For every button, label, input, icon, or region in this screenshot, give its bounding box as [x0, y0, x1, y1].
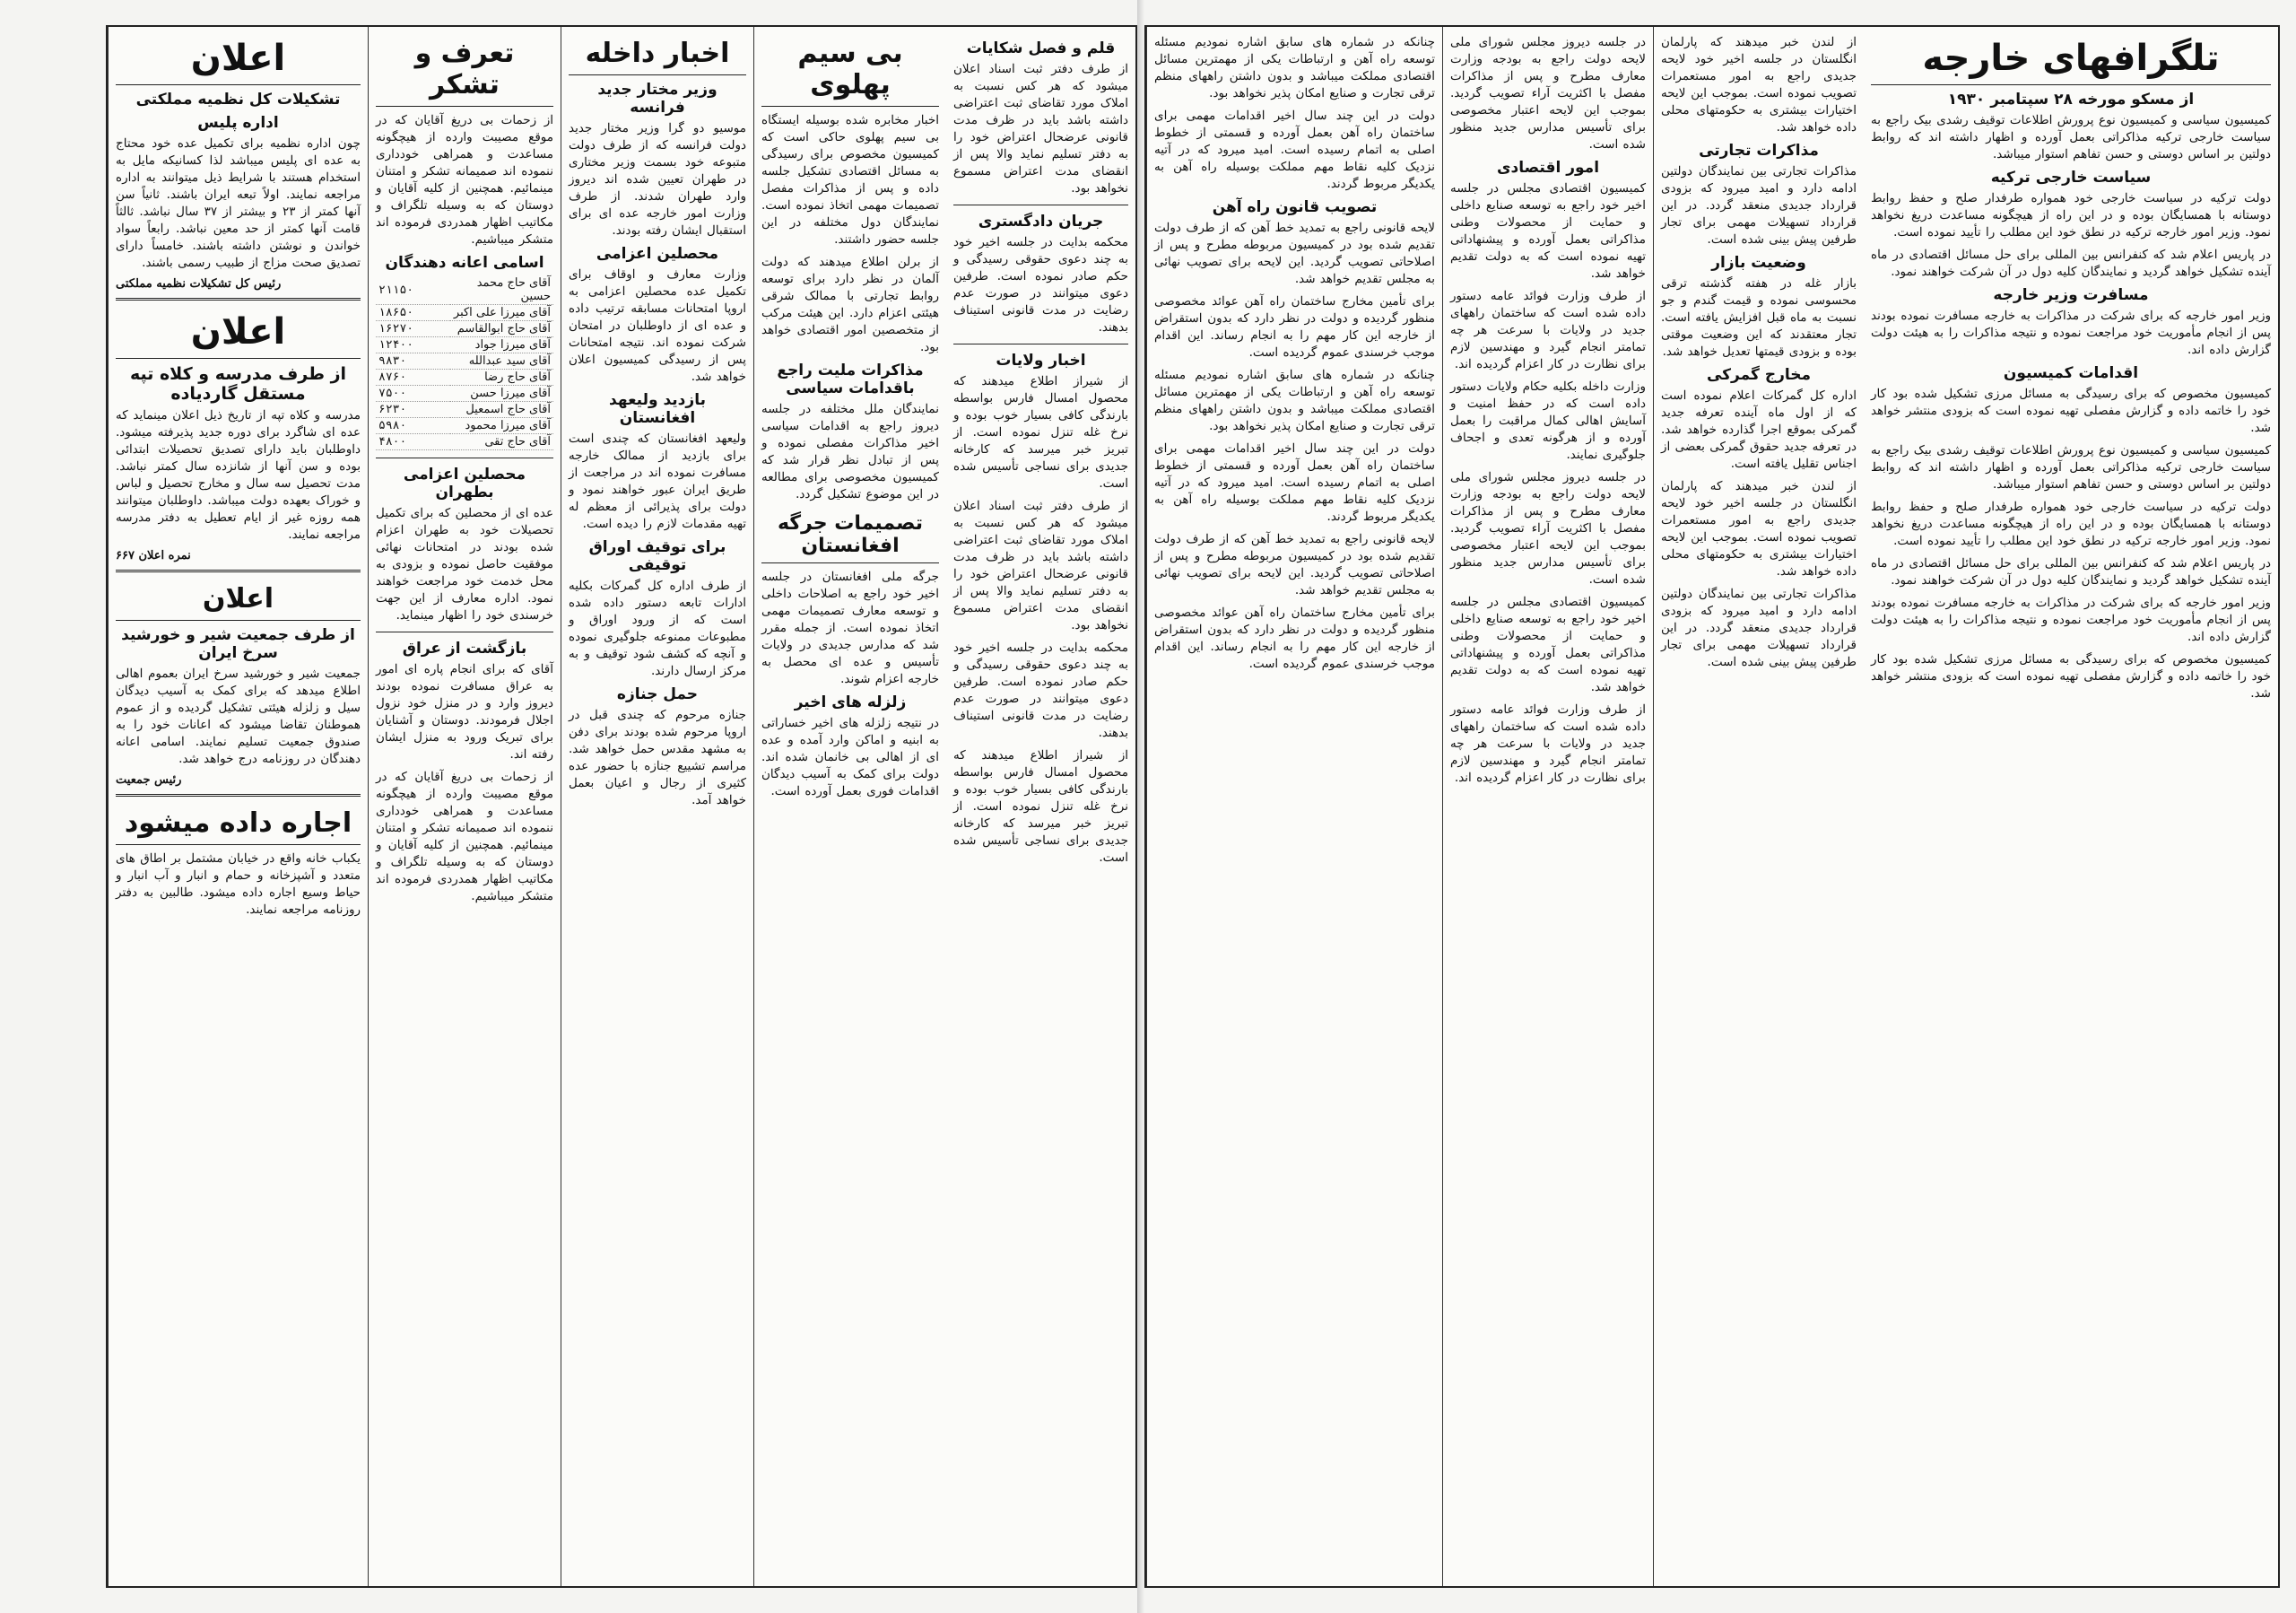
domestic-title: اخبار داخله [569, 34, 746, 75]
news3-body4: وزارت داخله بکلیه حکام ولایات دستور داده است که در حفظ امنیت و آسایش اهالی کمال مراقبت را بعمل آورده و از هرگونه تعدی و اجحاف جلوگیری نمایند. [1450, 379, 1646, 462]
news-column-2 [1653, 27, 1864, 1586]
ad1-subtitle2: اداره پلیس [197, 114, 279, 132]
left-page [106, 25, 1137, 1588]
ad3-title: اعلان [116, 580, 361, 621]
divider [116, 570, 361, 572]
telegrams-body2: دولت ترکیه در سیاست خارجی خود همواره طرفدار صلح و حفظ روابط دوستانه با همسایگان بوده و در این راه از هیچگونه مساعدت دریغ نخواهد نمود. وزیر امور خارجه ترکیه در نطق خود این مطلب را تأیید نموده است. [1871, 191, 2271, 240]
classified-body3-repeat: از شیراز اطلاع میدهند که محصول امسال فارس بواسطه بارندگی کافی بسیار خوب بوده و نرخ غله تنزل نموده است. از تبریز خبر میرسد که کارخانه جدیدی برای نساجی تأسیس شده است. [953, 748, 1128, 865]
news3-body2: کمیسیون اقتصادی مجلس در جلسه اخیر خود راجع به توسعه صنایع داخلی و حمایت از محصولات وطنی مذاکراتی بعمل آورده و پیشنهاداتی تهیه نموده است که به دولت تقدیم خواهد شد. [1450, 181, 1646, 281]
news2-sub1: مذاکرات تجارتی [1699, 142, 1819, 160]
news2-body2-repeat: مذاکرات تجارتی بین نمایندگان دولتین ادامه دارد و امید میرود که بزودی قرارداد جدیدی منعقد گردد. در این قرارداد تسهیلات مهمی برای تجار طرفین پیش بینی شده است. [1661, 587, 1857, 669]
classified-body3: از شیراز اطلاع میدهند که محصول امسال فارس بواسطه بارندگی کافی بسیار خوب بوده و نرخ غله تنزل نموده است. از تبریز خبر میرسد که کارخانه جدیدی برای نساجی تأسیس شده است. [953, 374, 1128, 491]
telegrams-sub4: اقدامات کمیسیون [2003, 364, 2139, 382]
wireless-sub2: تصمیمات جرگه افغانستان [761, 509, 939, 563]
news3-body3: از طرف وزارت فوائد عامه دستور داده شده است که ساختمان راههای جدید در ولایات با سرعت هر چه تمامتر انجام گیرد و مهندسین لازم برای نظارت در کار اعزام گردیده اند. [1450, 289, 1646, 371]
classified-sub2: جریان دادگستری [978, 213, 1104, 231]
domestic-body5: جنازه مرحوم که چندی قبل در اروپا مرحوم شده بودند برای دفن به مشهد مقدس حمل خواهد شد. مراسم تشییع جنازه با حضور عده کثیری از رجال و اعیان بعمل خواهد آمد. [569, 708, 746, 807]
news2-sub2: وضعیت بازار [1711, 254, 1806, 272]
classified-sub3: اخبار ولایات [996, 352, 1086, 370]
editorial-body1: چنانکه در شماره های سابق اشاره نمودیم مسئله توسعه راه آهن و ارتباطات یکی از مهمترین مسائل اقتصادی مملکت میباشد و بدون داشتن راههای منظم ترقی تجارت و صنایع امکان پذیر نخواهد بود. [1154, 35, 1435, 100]
news3-body1: در جلسه دیروز مجلس شورای ملی لایحه دولت راجع به بودجه وزارت معارف مطرح و پس از مذاکرات مفصل با اکثریت آراء تصویب گردید. بموجب این لایحه اعتبار مخصوصی برای تأسیس مدارس جدید منظور شده است. [1450, 35, 1646, 152]
wireless-body3: نمایندگان ملل مختلفه در جلسه دیروز راجع به اقدامات سیاسی اخیر مذاکرات مفصلی نموده و پس از تبادل نظر قرار شد که کمیسیون مخصوصی برای مطالعه در این موضوع تشکیل گردد. [761, 402, 939, 501]
domestic-sub5: حمل جنازه [616, 685, 699, 703]
ad2-body: مدرسه و کلاه تپه از تاریخ ذیل اعلان مینماید که عده ای شاگرد برای دوره جدید پذیرفته میشود. داوطلبان باید دارای تصدیق تحصیلات ابتدائی بوده و سن آنها از شانزده سال کمتر نباشد. مدت تحصیل سه سال و مخارج تحصیل و لباس و خوراک بعهده دولت میباشد. داوطلبان میتوانند همه روزه غیر از ایام تعطیل به دفتر مدرسه مراجعه نمایند. [116, 408, 361, 542]
domestic-sub1: وزیر مختار جدید فرانسه [597, 81, 718, 117]
table-row [376, 386, 553, 402]
thanks-sub3: بازگشت از عراق [402, 640, 527, 658]
thanks-body: از زحمات بی دریغ آقایان که در موقع مصیبت وارده از هیچگونه مساعدت و همراهی خودداری ننموده اند صمیمانه تشکر و امتنان مینمائیم. همچنین از کلیه آقایان و دوستان که به وسیله تلگراف و مکاتیب اظهار همدردی فرموده اند متشکر میباشیم. [376, 113, 553, 247]
domestic-body3: ولیعهد افغانستان که چندی است برای بازدید از ممالک خارجه مسافرت نموده اند در مراجعت از طریق ایران عبور خواهند نمود و دولت برای پذیرائی از معظم له تهیه مقدمات لازم را دیده است. [569, 432, 746, 531]
donors-table [376, 275, 553, 450]
divider [116, 794, 361, 797]
wireless-sub1: مذاکرات ملیت راجع باقدامات سیاسی [777, 362, 924, 397]
editorial-body4: برای تأمین مخارج ساختمان راه آهن عوائد مخصوصی منظور گردیده و دولت در نظر دارد که بدون استقراض از خارجه این کار مهم را به انجام رساند. این اقدام موجب خرسندی عموم گردیده است. [1154, 294, 1435, 360]
classified-body1: از طرف دفتر ثبت اسناد اعلان میشود که هر کس نسبت به املاک مورد تقاضای ثبت اعتراضی داشته باشد باید در ظرف مدت قانونی عرضحال اعتراض خود را به دفتر تسلیم نماید والا پس از انقضای مدت اعتراض مسموع نخواهد بود. [953, 62, 1128, 196]
ad3-body: جمعیت شیر و خورشید سرخ ایران بعموم اهالی اطلاع میدهد که برای کمک به آسیب دیدگان سیل و زلزله هیئتی تشکیل گردیده و از عموم هموطنان تقاضا میشود که اعانات خود را به صندوق جمعیت تسلیم نمایند. اسامی اعانه دهندگان در روزنامه درج خواهد شد. [116, 667, 361, 766]
telegrams-body1-repeat: کمیسیون سیاسی و کمیسیون نوع پرورش اطلاعات توقیف رشدی بیک راجع به سیاست خارجی ترکیه مذاکراتی بعمل آورده و اظهار داشته اند که روابط دولتین بر اساس دوستی و حسن تفاهم استوار میباشد. [1871, 443, 2271, 492]
page-fold [1137, 0, 1144, 1613]
ad3-subtitle: از طرف جمعیت شیر و خورشید سرخ ایران [121, 626, 355, 662]
table-row [376, 418, 553, 434]
news3-body1-repeat: در جلسه دیروز مجلس شورای ملی لایحه دولت راجع به بودجه وزارت معارف مطرح و پس از مذاکرات مفصل با اکثریت آراء تصویب گردید. بموجب این لایحه اعتبار مخصوصی برای تأسیس مدارس جدید منظور شده است. [1450, 470, 1646, 587]
donor-name: آقای میرزا محمود [450, 418, 553, 434]
telegrams-body5: کمیسیون مخصوص که برای رسیدگی به مسائل مرزی تشکیل شده بود کار خود را خاتمه داده و گزارش مفصلی تهیه نموده است که بزودی منتشر خواهد شد. [1871, 387, 2271, 435]
donor-amount: ۵۹۸۰ [376, 418, 450, 434]
table-row [376, 275, 553, 305]
domestic-sub2: محصلین اعزامی [596, 245, 719, 263]
donor-name: آقای میرزا حسن [450, 386, 553, 402]
news2-sub3: مخارج گمرکی [1706, 366, 1812, 384]
news3-sub1: امور اقتصادی [1496, 159, 1600, 177]
thanks-title: تعرف و تشکر [376, 34, 553, 107]
donor-name: آقای حاج رضا [450, 370, 553, 386]
donor-amount: ۲۱۱۵۰ [376, 275, 450, 305]
domestic-body4: از طرف اداره کل گمرکات بکلیه ادارات تابعه دستور داده شده است که از ورود اوراق و مطبوعات ممنوعه جلوگیری نموده و آنچه که کشف شود توقیف و به مرکز ارسال دارند. [569, 579, 746, 678]
table-row [376, 337, 553, 353]
donor-name: آقای حاج تقی [450, 434, 553, 450]
news2-body2: مذاکرات تجارتی بین نمایندگان دولتین ادامه دارد و امید میرود که بزودی قرارداد جدیدی منعقد گردد. در این قرارداد تسهیلات مهمی برای تجار طرفین پیش بینی شده است. [1661, 164, 1857, 247]
telegrams-sub1: از مسکو مورخه ۲۸ سپتامبر ۱۹۳۰ [1947, 91, 2195, 109]
donor-amount: ۱۶۲۷۰ [376, 321, 450, 337]
ad1-title: اعلان [116, 34, 361, 85]
table-row [376, 305, 553, 321]
ad4-title: اجاره داده میشود [116, 804, 361, 845]
donor-amount: ۱۸۶۵۰ [376, 305, 450, 321]
telegrams-body3-repeat: در پاریس اعلام شد که کنفرانس بین المللی برای حل مسائل اقتصادی در ماه آینده تشکیل خواهد گردید و نمایندگان کلیه دول در آن شرکت خواهند نمود. [1871, 556, 2271, 588]
ad2-footer: نمره اعلان ۶۶۷ [116, 549, 191, 562]
ad2-subtitle: از طرف مدرسه و کلاه تپه مستقل گاردیاده [129, 364, 347, 404]
donor-name: آقای میرزا جواد [450, 337, 553, 353]
right-page [1144, 25, 2280, 1588]
telegrams-sub2: سیاست خارجی ترکیه [1990, 169, 2152, 187]
table-row [376, 321, 553, 337]
classified-body2: محکمه بدایت در جلسه اخیر خود به چند دعوی حقوقی رسیدگی و حکم صادر نموده است. طرفین دعوی میتوانند در صورت عدم رضایت در مدت قانونی استیناف بدهند. [953, 235, 1128, 335]
divider [116, 298, 361, 301]
wireless-sub3: زلزله های اخیر [794, 693, 907, 711]
telegrams-body1: کمیسیون سیاسی و کمیسیون نوع پرورش اطلاعات توقیف رشدی بیک راجع به سیاست خارجی ترکیه مذاکراتی بعمل آورده و اظهار داشته اند که روابط دولتین بر اساس دوستی و حسن تفاهم استوار میباشد. [1871, 113, 2271, 161]
table-row [376, 370, 553, 386]
news-column-3 [1442, 27, 1653, 1586]
classified-sub1: قلم و فصل شکایات [966, 39, 1116, 57]
telegrams-title: تلگرافهای خارجه [1871, 34, 2271, 85]
thanks-body3: آقای که برای انجام پاره ای امور به عراق مسافرت نموده بودند دیروز وارد و در منزل خود نزول اجلال فرمودند. دوستان و آشنایان برای تبریک ورود به منزل ایشان رفته اند. [376, 662, 553, 762]
news3-body3-repeat: از طرف وزارت فوائد عامه دستور داده شده است که ساختمان راههای جدید در ولایات با سرعت هر چه تمامتر انجام گیرد و مهندسین لازم برای نظارت در کار اعزام گردیده اند. [1450, 702, 1646, 785]
telegrams-body4: وزیر امور خارجه که برای شرکت در مذاکرات به خارجه مسافرت نموده بودند پس از انجام مأموریت خود مراجعت نموده و نتیجه مذاکرات را به هیئت دولت گزارش داده اند. [1871, 309, 2271, 357]
telegrams-body3: در پاریس اعلام شد که کنفرانس بین المللی برای حل مسائل اقتصادی در ماه آینده تشکیل خواهد گردید و نمایندگان کلیه دول در آن شرکت خواهند نمود. [1871, 248, 2271, 279]
telegrams-sub3: مسافرت وزیر خارجه [1993, 286, 2149, 304]
editorial-body2-repeat: دولت در این چند سال اخیر اقدامات مهمی برای ساختمان راه آهن بعمل آورده و قسمتی از خطوط اصلی به اتمام رسیده است. امید میرود که در آتیه نزدیک کلیه نقاط مهم مملکت بوسیله راه آهن به یکدیگر مربوط گردند. [1154, 441, 1435, 524]
ad1-subtitle: تشکیلات کل نظمیه مملکتی [135, 91, 341, 109]
table-row [376, 402, 553, 418]
domestic-body2: وزارت معارف و اوقاف برای تکمیل عده محصلین اعزامی به اروپا امتحانات مسابقه ترتیب داده و عده ای از داوطلبان در امتحان شرکت نموده اند. نتیجه امتحانات پس از رسیدگی کمیسیون اعلان خواهد شد. [569, 267, 746, 384]
donor-name: آقای حاج اسمعیل [450, 402, 553, 418]
ad1-body: چون اداره نظمیه برای تکمیل عده خود محتاج به عده ای پلیس میباشد لذا کسانیکه مایل به استخدام هستند با شرایط ذیل میتوانند به اداره مراجعه نمایند. اولاً تبعه ایران باشند. ثانیاً سن آنها کمتر از ۲۳ و بیشتر از ۳۷ سال نباشد. ثالثاً قامت آنها کمتر از حد معین نباشد. رابعاً سواد خواندن و نوشتن داشته باشند. خامساً دارای تصدیق صحت مزاج از طبیب رسمی باشند. [116, 136, 361, 270]
donor-name: آقای میرزا علی اکبر [450, 305, 553, 321]
donor-amount: ۹۸۳۰ [376, 353, 450, 370]
classified-column [946, 27, 1135, 1586]
wireless-news-column [753, 27, 946, 1586]
ad3-footer: رئیس جمعیت [116, 773, 182, 787]
table-row [376, 434, 553, 450]
domestic-sub3: بازدید ولیعهد افغانستان [609, 391, 706, 427]
editorial-body3-repeat: لایحه قانونی راجع به تمدید خط آهن که از طرف دولت تقدیم شده بود در کمیسیون مربوطه مطرح و پس از اصلاحاتی تصویب گردید. این لایحه برای تصویب نهائی به مجلس تقدیم خواهد شد. [1154, 532, 1435, 597]
thanks-sub2: محصلین اعزامی بطهران [403, 466, 526, 501]
donor-amount: ۸۷۶۰ [376, 370, 450, 386]
classified-body2-repeat: محکمه بدایت در جلسه اخیر خود به چند دعوی حقوقی رسیدگی و حکم صادر نموده است. طرفین دعوی میتوانند در صورت عدم رضایت در مدت قانونی استیناف بدهند. [953, 641, 1128, 740]
telegrams-body5-repeat: کمیسیون مخصوص که برای رسیدگی به مسائل مرزی تشکیل شده بود کار خود را خاتمه داده و گزارش مفصلی تهیه نموده است که بزودی منتشر خواهد شد. [1871, 652, 2271, 701]
wireless-body2: از برلن اطلاع میدهند که دولت آلمان در نظر دارد برای توسعه روابط تجارتی با ممالک شرقی هیئتی اعزام دارد. این هیئت مرکب از متخصصین امور اقتصادی خواهد بود. [761, 255, 939, 354]
donor-amount: ۱۲۴۰۰ [376, 337, 450, 353]
news2-body4: اداره کل گمرکات اعلام نموده است که از اول ماه آینده تعرفه جدید گمرکی بموقع اجرا گذارده خواهد شد. در تعرفه جدید حقوق گمرکی بعضی از اجناس تقلیل یافته است. [1661, 388, 1857, 471]
foreign-telegrams-column [1864, 27, 2278, 1586]
classified-body1-repeat: از طرف دفتر ثبت اسناد اعلان میشود که هر کس نسبت به املاک مورد تقاضای ثبت اعتراضی داشته باشد باید در ظرف مدت قانونی عرضحال اعتراض خود را به دفتر تسلیم نماید والا پس از انقضای مدت اعتراض مسموع نخواهد بود. [953, 499, 1128, 632]
announcements-column [108, 27, 368, 1586]
thanks-body2: عده ای از محصلین که برای تکمیل تحصیلات خود به طهران اعزام شده بودند در امتحانات نهائی موفقیت حاصل نموده و بزودی به محل خدمت خود مراجعت خواهند نمود. اداره معارف از این جهت خرسندی خود را اظهار مینماید. [376, 506, 553, 623]
editorial-body4-repeat: برای تأمین مخارج ساختمان راه آهن عوائد مخصوصی منظور گردیده و دولت در نظر دارد که بدون استقراض از خارجه این کار مهم را به انجام رساند. این اقدام موجب خرسندی عموم گردیده است. [1154, 606, 1435, 671]
donor-amount: ۷۵۰۰ [376, 386, 450, 402]
news2-body3: بازار غله در هفته گذشته ترقی محسوسی نموده و قیمت گندم و جو نسبت به ماه قبل افزایش یافته است. تجار معتقدند که این وضعیت موقتی بوده و بزودی قیمتها تعدیل خواهد شد. [1661, 276, 1857, 359]
editorial-body2: دولت در این چند سال اخیر اقدامات مهمی برای ساختمان راه آهن بعمل آورده و قسمتی از خطوط اصلی به اتمام رسیده است. امید میرود که در آتیه نزدیک کلیه نقاط مهم مملکت بوسیله راه آهن به یکدیگر مربوط گردند. [1154, 109, 1435, 191]
table-row [376, 353, 553, 370]
editorial-body3: لایحه قانونی راجع به تمدید خط آهن که از طرف دولت تقدیم شده بود در کمیسیون مربوطه مطرح و پس از اصلاحاتی تصویب گردید. این لایحه برای تصویب نهائی به مجلس تقدیم خواهد شد. [1154, 221, 1435, 286]
wireless-body1: اخبار مخابره شده بوسیله ایستگاه بی سیم پهلوی حاکی است که کمیسیون مخصوص برای رسیدگی به مسائل اقتصادی تشکیل جلسه داده و پس از مذاکرات مفصل تصمیمات مهمی اتخاذ نموده است. نمایندگان دول مختلفه در این جلسه حضور داشتند. [761, 113, 939, 247]
news2-body1-repeat: از لندن خبر میدهند که پارلمان انگلستان در جلسه اخیر خود لایحه جدیدی راجع به امور مستعمرات تصویب نموده است. بموجب این لایحه اختیارات بیشتری به حکومتهای محلی داده خواهد شد. [1661, 479, 1857, 579]
telegrams-body2-repeat: دولت ترکیه در سیاست خارجی خود همواره طرفدار صلح و حفظ روابط دوستانه با همسایگان بوده و در این راه از هیچگونه مساعدت دریغ نخواهد نمود. وزیر امور خارجه ترکیه در نطق خود این مطلب را تأیید نموده است. [1871, 500, 2271, 548]
donor-name: آقای حاج ابوالقاسم [450, 321, 553, 337]
telegrams-body4-repeat: وزیر امور خارجه که برای شرکت در مذاکرات به خارجه مسافرت نموده بودند پس از انجام مأموریت خود مراجعت نموده و نتیجه مذاکرات را به هیئت دولت گزارش داده اند. [1871, 596, 2271, 644]
donors-table-title: اسامی اعانه دهندگان [385, 254, 544, 272]
domestic-body1: موسیو دو گرا وزیر مختار جدید دولت فرانسه که از طرف دولت متبوعه خود بسمت وزیر مختاری در طهران تعیین شده اند دیروز وارد طهران شدند. از طرف وزارت امور خارجه عده ای برای استقبال ایشان رفته بودند. [569, 121, 746, 238]
wireless-body4: جرگه ملی افغانستان در جلسه اخیر خود راجع به اصلاحات داخلی و توسعه معارف تصمیمات مهمی اتخاذ نموده است. از جمله مقرر شد که مدارس جدیدی در ولایات تأسیس و عده ای محصل به خارجه اعزام شوند. [761, 570, 939, 686]
wireless-body5: در نتیجه زلزله های اخیر خساراتی به ابنیه و اماکن وارد آمده و عده ای از اهالی بی خانمان شده اند. دولت برای کمک به آسیب دیدگان اقدامات فوری بعمل آورده است. [761, 716, 939, 798]
ad2-title: اعلان [116, 308, 361, 359]
thanks-column [368, 27, 561, 1586]
domestic-news-column [561, 27, 753, 1586]
thanks-body-repeat: از زحمات بی دریغ آقایان که در موقع مصیبت وارده از هیچگونه مساعدت و همراهی خودداری ننموده اند صمیمانه تشکر و امتنان مینمائیم. همچنین از کلیه آقایان و دوستان که به وسیله تلگراف و مکاتیب اظهار همدردی فرموده اند متشکر میباشیم. [376, 770, 553, 903]
editorial-body1-repeat: چنانکه در شماره های سابق اشاره نمودیم مسئله توسعه راه آهن و ارتباطات یکی از مهمترین مسائل اقتصادی مملکت میباشد و بدون داشتن راههای منظم ترقی تجارت و صنایع امکان پذیر نخواهد بود. [1154, 368, 1435, 433]
domestic-sub4: برای توقیف اوراق توقیفی [588, 538, 726, 574]
news2-body1: از لندن خبر میدهند که پارلمان انگلستان در جلسه اخیر خود لایحه جدیدی راجع به امور مستعمرات تصویب نموده است. بموجب این لایحه اختیارات بیشتری به حکومتهای محلی داده خواهد شد. [1661, 35, 1857, 135]
ad4-body: یکباب خانه واقع در خیابان مشتمل بر اطاق های متعدد و آشپزخانه و حمام و انبار و آب انبار و حیاط وسیع اجاره داده میشود. طالبین به دفتر روزنامه مراجعه نمایند. [116, 851, 361, 917]
donor-name: آقای سید عبدالله [450, 353, 553, 370]
news3-body2-repeat: کمیسیون اقتصادی مجلس در جلسه اخیر خود راجع به توسعه صنایع داخلی و حمایت از محصولات وطنی مذاکراتی بعمل آورده و پیشنهاداتی تهیه نموده است که به دولت تقدیم خواهد شد. [1450, 595, 1646, 694]
donor-amount: ۶۲۳۰ [376, 402, 450, 418]
editorial-column [1146, 27, 1442, 1586]
wireless-title: بی سیم پهلوی [761, 34, 939, 107]
editorial-sub1: تصویب قانون راه آهن [1212, 198, 1378, 216]
donor-name: آقای حاج محمد حسین [450, 275, 553, 305]
donor-amount: ۴۸۰۰ [376, 434, 450, 450]
ad1-footer: رئیس کل تشکیلات نظمیه مملکتی [116, 277, 282, 291]
